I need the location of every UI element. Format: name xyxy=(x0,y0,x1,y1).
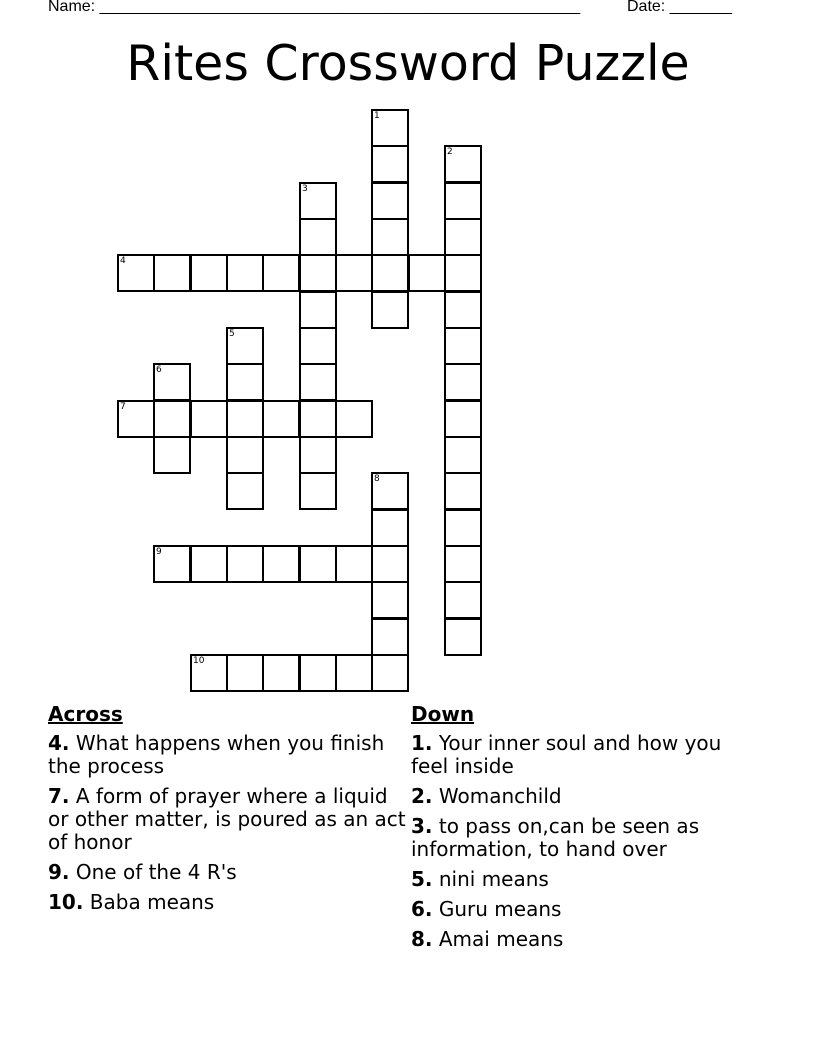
crossword-cell[interactable] xyxy=(371,509,409,547)
down-clue xyxy=(411,928,741,951)
crossword-cell[interactable] xyxy=(153,254,191,292)
crossword-cell[interactable] xyxy=(444,218,482,256)
crossword-cell[interactable] xyxy=(371,218,409,256)
crossword-cell[interactable] xyxy=(262,400,300,438)
crossword-cell[interactable] xyxy=(262,254,300,292)
crossword-cell[interactable] xyxy=(226,654,264,692)
across-clue xyxy=(48,861,408,884)
crossword-cell[interactable] xyxy=(299,472,337,510)
crossword-cell[interactable] xyxy=(299,327,337,365)
cell-number: 6 xyxy=(156,365,162,375)
cell-number: 5 xyxy=(229,329,235,339)
cell-number: 9 xyxy=(156,547,162,557)
across-heading: Across xyxy=(48,702,123,726)
crossword-cell[interactable] xyxy=(444,545,482,583)
crossword-cell[interactable] xyxy=(226,545,264,583)
clue-text: A form of prayer where a liquid or other matter, is poured as an act of honor xyxy=(48,784,406,854)
crossword-cell[interactable] xyxy=(371,291,409,329)
crossword-cell[interactable] xyxy=(117,400,155,438)
clue-number: 9. xyxy=(48,860,70,884)
crossword-cell[interactable] xyxy=(299,254,337,292)
crossword-cell[interactable] xyxy=(444,400,482,438)
crossword-cell[interactable] xyxy=(371,254,409,292)
cell-number: 7 xyxy=(120,402,126,412)
cell-number: 4 xyxy=(120,256,126,266)
clue-number: 2. xyxy=(411,784,433,808)
clue-text: Baba means xyxy=(89,890,215,914)
crossword-cell[interactable] xyxy=(408,254,446,292)
crossword-cell[interactable] xyxy=(299,545,337,583)
crossword-cell[interactable] xyxy=(444,182,482,220)
clue-text: One of the 4 R's xyxy=(75,860,237,884)
clue-text: Womanchild xyxy=(438,784,562,808)
across-clues xyxy=(48,703,408,921)
across-clue xyxy=(48,891,408,914)
crossword-cell[interactable] xyxy=(299,182,337,220)
cell-number: 10 xyxy=(193,656,205,666)
crossword-cell[interactable] xyxy=(371,109,409,147)
crossword-cell[interactable] xyxy=(299,218,337,256)
crossword-cell[interactable] xyxy=(226,400,264,438)
crossword-cell[interactable] xyxy=(335,545,373,583)
down-clue xyxy=(411,732,741,778)
crossword-cell[interactable] xyxy=(190,254,228,292)
crossword-cell[interactable] xyxy=(153,400,191,438)
crossword-cell[interactable] xyxy=(226,472,264,510)
crossword-cell[interactable] xyxy=(226,327,264,365)
clue-number: 4. xyxy=(48,731,70,755)
crossword-cell[interactable] xyxy=(444,291,482,329)
clue-number: 5. xyxy=(411,867,433,891)
page-title: Rites Crossword Puzzle xyxy=(126,35,690,92)
crossword-cell[interactable] xyxy=(190,545,228,583)
crossword-cell[interactable] xyxy=(371,581,409,619)
crossword-cell[interactable] xyxy=(371,618,409,656)
down-clue xyxy=(411,785,741,808)
crossword-cell[interactable] xyxy=(299,363,337,401)
crossword-cell[interactable] xyxy=(444,618,482,656)
crossword-cell[interactable] xyxy=(153,363,191,401)
clue-number: 7. xyxy=(48,784,70,808)
crossword-cell[interactable] xyxy=(335,654,373,692)
down-clue xyxy=(411,815,741,861)
clue-text: to pass on,can be seen as information, to hand over xyxy=(411,814,700,861)
crossword-cell[interactable] xyxy=(335,400,373,438)
crossword-cell[interactable] xyxy=(117,254,155,292)
across-clue xyxy=(48,732,408,778)
down-clues xyxy=(411,703,741,958)
down-clue xyxy=(411,898,741,921)
cell-number: 8 xyxy=(374,474,380,484)
crossword-cell[interactable] xyxy=(299,291,337,329)
cell-number: 1 xyxy=(374,111,380,121)
date-field-label: Date: _______ xyxy=(627,0,732,15)
crossword-cell[interactable] xyxy=(444,581,482,619)
crossword-cell[interactable] xyxy=(226,436,264,474)
cell-number: 3 xyxy=(302,184,308,194)
cell-number: 2 xyxy=(447,147,453,157)
crossword-cell[interactable] xyxy=(371,472,409,510)
clue-number: 3. xyxy=(411,814,433,838)
crossword-cell[interactable] xyxy=(299,436,337,474)
crossword-cell[interactable] xyxy=(190,400,228,438)
crossword-cell[interactable] xyxy=(444,509,482,547)
crossword-cell[interactable] xyxy=(153,436,191,474)
crossword-cell[interactable] xyxy=(262,654,300,692)
clue-text: What happens when you finish the process xyxy=(48,731,385,778)
crossword-cell[interactable] xyxy=(444,254,482,292)
crossword-cell[interactable] xyxy=(299,654,337,692)
crossword-cell[interactable] xyxy=(444,327,482,365)
crossword-cell[interactable] xyxy=(335,254,373,292)
clue-text: Guru means xyxy=(438,897,562,921)
crossword-cell[interactable] xyxy=(444,436,482,474)
across-clue xyxy=(48,785,408,854)
crossword-cell[interactable] xyxy=(371,145,409,183)
crossword-cell[interactable] xyxy=(262,545,300,583)
name-field-label: Name: ______________________________________________________ xyxy=(48,0,581,15)
crossword-cell[interactable] xyxy=(153,545,191,583)
crossword-cell[interactable] xyxy=(444,363,482,401)
down-clue xyxy=(411,868,741,891)
clue-text: Amai means xyxy=(438,927,564,951)
clue-number: 1. xyxy=(411,731,433,755)
clue-number: 6. xyxy=(411,897,433,921)
crossword-cell[interactable] xyxy=(226,363,264,401)
clue-text: nini means xyxy=(438,867,549,891)
crossword-cell[interactable] xyxy=(371,654,409,692)
crossword-cell[interactable] xyxy=(299,400,337,438)
crossword-cell[interactable] xyxy=(190,654,228,692)
crossword-cell[interactable] xyxy=(371,182,409,220)
down-heading: Down xyxy=(411,702,475,726)
crossword-cell[interactable] xyxy=(444,472,482,510)
crossword-cell[interactable] xyxy=(444,145,482,183)
crossword-cell[interactable] xyxy=(371,545,409,583)
clue-number: 8. xyxy=(411,927,433,951)
crossword-cell[interactable] xyxy=(226,254,264,292)
clue-number: 10. xyxy=(48,890,84,914)
clue-text: Your inner soul and how you feel inside xyxy=(411,731,722,778)
